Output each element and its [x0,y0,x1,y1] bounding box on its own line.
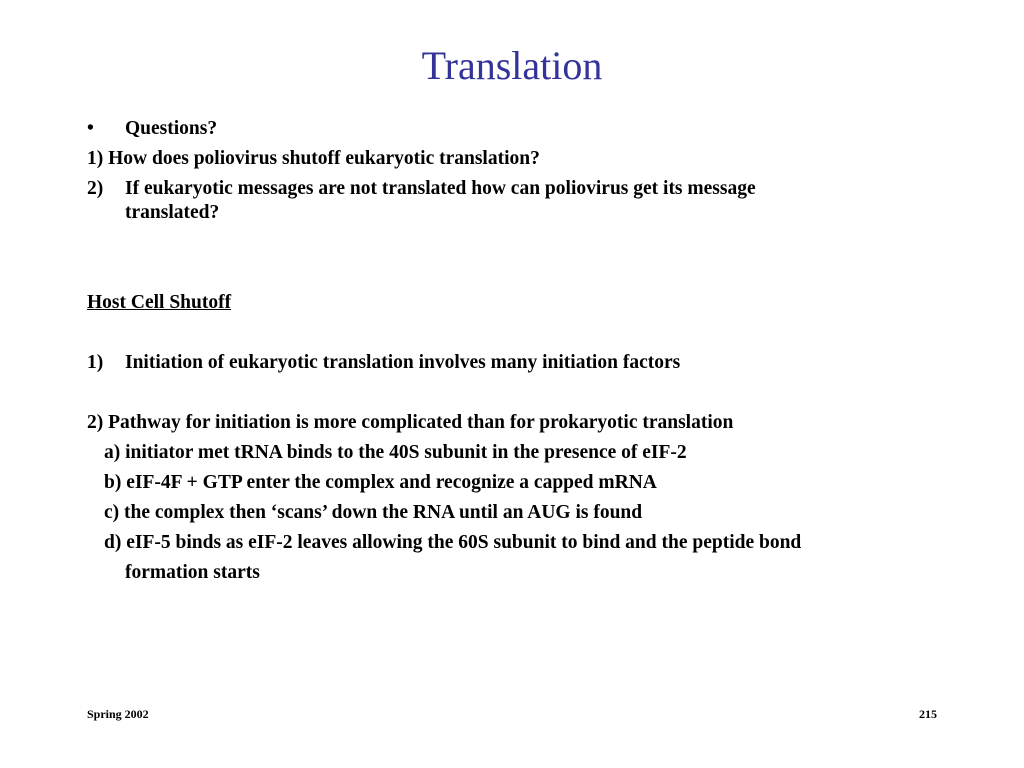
point-1-marker: 1) [87,352,104,373]
page-number: 215 [919,707,937,721]
bullet-icon: • [87,118,94,139]
section-heading: Host Cell Shutoff [87,292,232,313]
footer-date: Spring 2002 [87,707,149,721]
point-2: 2) Pathway for initiation is more complicated than for prokaryotic translation [87,412,734,433]
point-1-text: Initiation of eukaryotic translation involves many initiation factors [125,352,681,373]
question-2-text-line1: If eukaryotic messages are not translated how can poliovirus get its message [125,178,756,199]
questions-label: Questions? [125,118,218,139]
sub-point-c: c) the complex then ‘scans’ down the RNA until an AUG is found [104,502,643,523]
question-2-marker: 2) [87,178,104,199]
slide-title: Translation [421,43,603,88]
question-1: 1) How does poliovirus shutoff eukaryotic translation? [87,148,540,169]
sub-point-a: a) initiator met tRNA binds to the 40S subunit in the presence of eIF-2 [104,442,687,463]
sub-point-d-line2: formation starts [125,562,260,583]
sub-point-d-line1: d) eIF-5 binds as eIF-2 leaves allowing the 60S subunit to bind and the peptide bond [104,532,802,553]
question-2-text-line2: translated? [125,202,220,223]
sub-point-b: b) eIF-4F + GTP enter the complex and recognize a capped mRNA [104,472,657,493]
